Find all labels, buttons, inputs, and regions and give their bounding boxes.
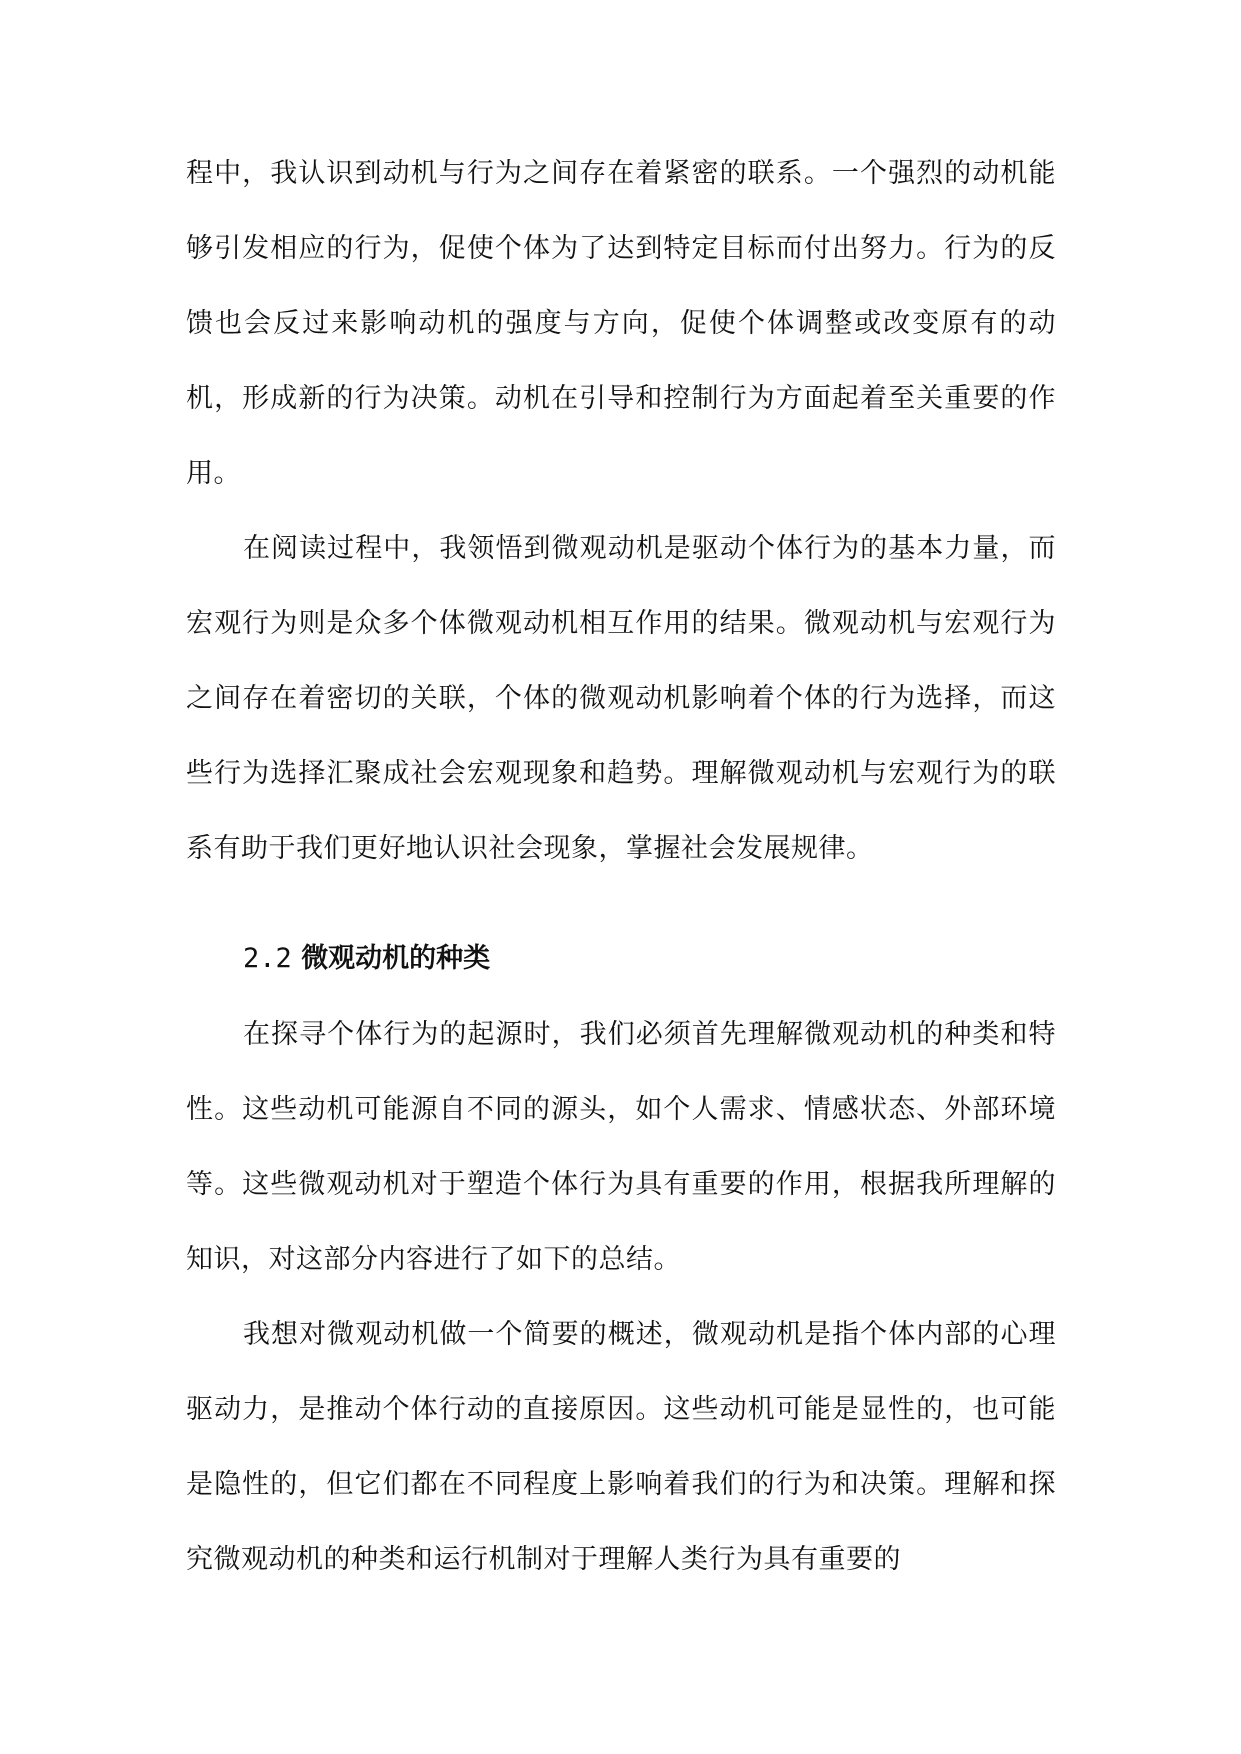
section-number: 2.2 (243, 943, 292, 974)
section-heading (243, 921, 490, 996)
paragraph-micro-macro: 在阅读过程中，我领悟到微观动机是驱动个体行为的基本力量，而宏观行为则是众多个体微观动机相互作用的结果。微观动机与宏观行为之间存在着密切的关联，个体的微观动机影响着个体的行为选择，而这些行为选择汇聚成社会宏观现象和趋势。理解微观动机与宏观行为的联系有助于我们更好地认识社会现象，掌握社会发展规律。 (186, 533, 1056, 864)
section-title: 微观动机的种类 (301, 943, 491, 974)
paragraph-motive-overview: 我想对微观动机做一个简要的概述，微观动机是指个体内部的心理驱动力，是推动个体行动的直接原因。这些动机可能是显性的，也可能是隐性的，但它们都在不同程度上影响着我们的行为和决策。理解和探究微观动机的种类和运行机制对于理解人类行为具有重要的 (186, 1319, 1056, 1575)
paragraph-continuation: 程中，我认识到动机与行为之间存在着紧密的联系。一个强烈的动机能够引发相应的行为，促使个体为了达到特定目标而付出努力。行为的反馈也会反过来影响动机的强度与方向，促使个体调整或改变原有的动机，形成新的行为决策。动机在引导和控制行为方面起着至关重要的作用。 (186, 158, 1056, 489)
paragraph-motive-types: 在探寻个体行为的起源时，我们必须首先理解微观动机的种类和特性。这些动机可能源自不同的源头，如个人需求、情感状态、外部环境等。这些微观动机对于塑造个体行为具有重要的作用，根据我所理解的知识，对这部分内容进行了如下的总结。 (186, 1019, 1056, 1275)
